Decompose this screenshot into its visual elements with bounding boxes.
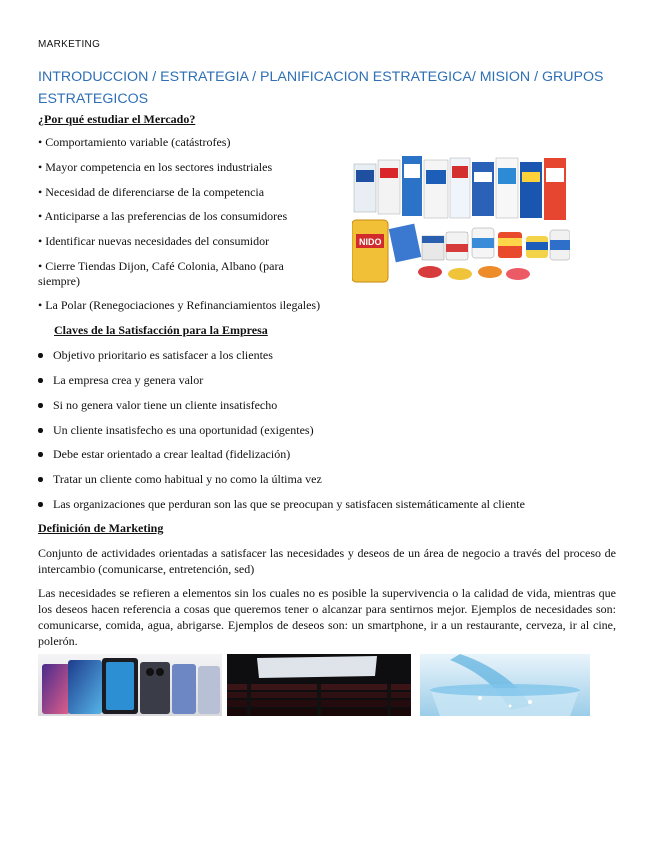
bullet-item: • Cierre Tiendas Dijon, Café Colonia, Albano (para siempre): [38, 259, 284, 288]
dairy-products-image: [352, 154, 570, 286]
bullet-dot-icon: [38, 378, 43, 383]
bullet-dot-icon: [38, 403, 43, 408]
bullet-dot-icon: [38, 502, 43, 507]
bullet-item: • Identificar nuevas necesidades del consumidor: [38, 234, 270, 248]
cinema-image: [227, 654, 411, 716]
bullet-dot-icon: [38, 428, 43, 433]
page-title: INTRODUCCION / ESTRATEGIA / PLANIFICACION ESTRATEGICA/ MISION / GRUPOS ESTRATEGICOS: [38, 69, 604, 107]
list-item-text: La empresa crea y genera valor: [53, 373, 204, 387]
bullet-item: • Necesidad de diferenciarse de la competencia: [38, 185, 265, 199]
bullet-item: • La Polar (Renegociaciones y Refinanciamientos ilegales): [38, 298, 321, 312]
smartphones-image: [38, 654, 222, 716]
bullet-dot-icon: [38, 353, 43, 358]
water-glass-image: [420, 654, 590, 716]
section-heading-claves: Claves de la Satisfacción para la Empresa: [54, 323, 268, 337]
bullet-item: • Comportamiento variable (catástrofes): [38, 135, 231, 149]
bullet-item: • Mayor competencia en los sectores industriales: [38, 160, 273, 174]
svg-text:NIDO: NIDO: [359, 237, 382, 247]
list-item-text: Si no genera valor tiene un cliente insatisfecho: [53, 398, 278, 412]
list-item-text: Objetivo prioritario es satisfacer a los clientes: [53, 348, 273, 362]
bullet-dot-icon: [38, 477, 43, 482]
examples-paragraph: Las necesidades se refieren a elementos sin los cuales no es posible la supervivencia o la calidad de vida, mientras que los deseos hacen referencia a cosas que queremos tener o alcanzar para sentirnos mejor. Ejemplos de necesidades son: comunicarse, comida, agua, abrigarse. Ejemplos de deseos son: un smartphone, ir a un restaurante, cerveza, ir al cine, polerón.: [38, 586, 616, 648]
list-item-text: Tratar un cliente como habitual y no como la última vez: [53, 472, 322, 486]
section-heading-mercado: ¿Por qué estudiar el Mercado?: [38, 112, 196, 126]
section-heading-definicion: Definición de Marketing: [38, 521, 164, 535]
bullet-item: • Anticiparse a las preferencias de los consumidores: [38, 209, 288, 223]
list-item-text: Las organizaciones que perduran son las que se preocupan y satisfacen sistemáticamente al cliente: [53, 497, 525, 511]
bullet-dot-icon: [38, 452, 43, 457]
page-header: MARKETING: [38, 39, 101, 50]
list-item-text: Debe estar orientado a crear lealtad (fidelización): [53, 447, 291, 461]
list-item-text: Un cliente insatisfecho es una oportunidad (exigentes): [53, 423, 314, 437]
definition-paragraph: Conjunto de actividades orientadas a satisfacer las necesidades y deseos de un área de negocio a través del proceso de intercambio (comunicarse, entretención, sed): [38, 546, 616, 576]
